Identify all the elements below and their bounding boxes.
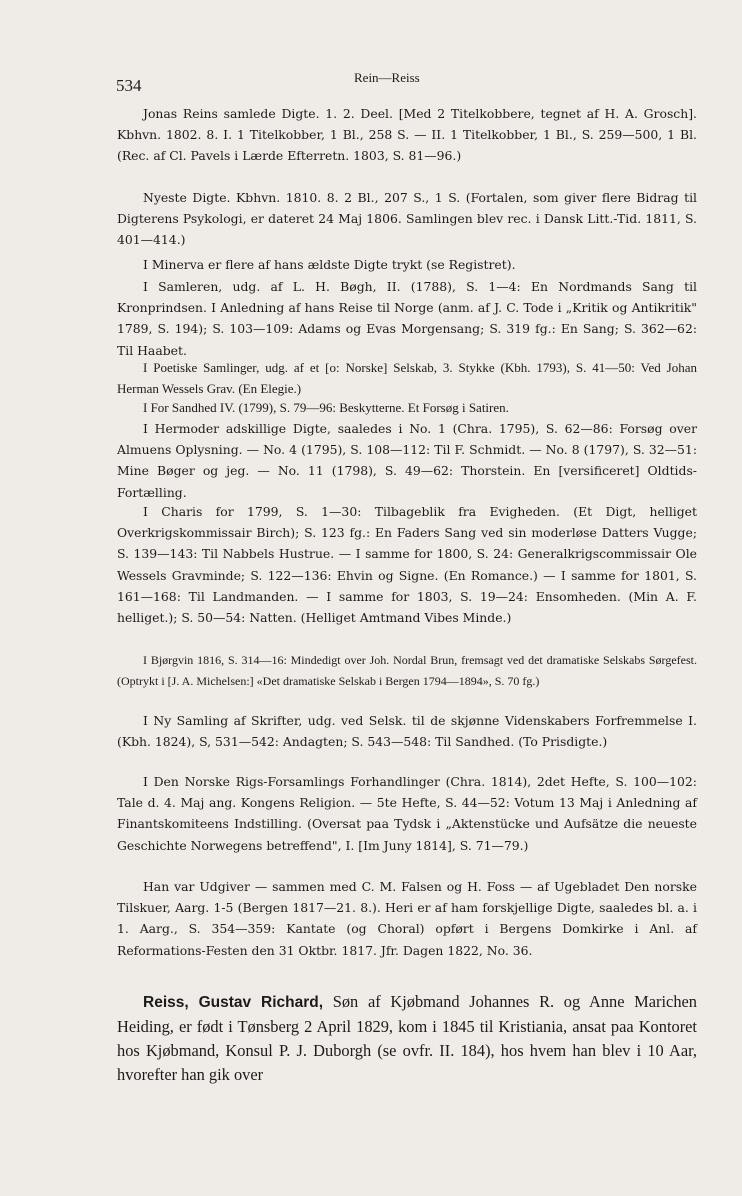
entry-nyeste-digte: Nyeste Digte. Kbhvn. 1810. 8. 2 Bl., 207 S., 1 S. (Fortalen, som giver flere Bidrag til Digterens Psykologi, er dateret 24 Maj 1806. Samlingen blev rec. i Dansk Litt.-Tid. 1811, S. 401—414.) bbox=[117, 190, 697, 248]
entry-charis: I Charis for 1799, S. 1—30: Tilbageblik fra Evigheden. (Et Digt, helliget Overkrigskommissair Birch); S. 123 fg.: En Faders Sang ved sin moderløse Datters Vugge; S. 139—143: Til Nabbels Hustrue. — I samme for 1800, S. 24: Generalkrigscommissair Ole Wessels Gravminde; S. 122—136: Ehvin og Signe. (En Romance.) — I samme for 1801, S. 161—168: Til Landmanden. — I samme for 1803, S. 19—24: Ensomheden. (Min A. F. helliget.); S. 50—54: Natten. (Helliget Amtmand Vibes Minde.) bbox=[117, 504, 697, 626]
entry-ny-samling: I Ny Samling af Skrifter, udg. ved Selsk. til de skjønne Videnskabers Forfremmelse I. (Kbh. 1824), S, 531—542: Andagten; S. 543—548: Til Sandhed. (To Prisdigte.) bbox=[117, 713, 697, 750]
biography-reiss bbox=[117, 990, 697, 1087]
biography-text: Søn af Kjøbmand Johannes R. og Anne Marichen Heiding, er født i Tønsberg 2 April 1829, kom i 1845 til Kristiania, ansat paa Kontoret hos Kjøbmand, Konsul P. J. Duborgh (se ovfr. II. 184), hos hvem han blev i 10 Aar, hvorefter han gik over bbox=[117, 992, 697, 1084]
entry-samleren: I Samleren, udg. af L. H. Bøgh, II. (1788), S. 1—4: En Nordmands Sang til Kronprindsen. I Anledning af hans Reise til Norge (anm. af J. C. Tode i „Kritik og Antikritik" 1789, S. 194); S. 103—109: Adams og Evas Morgensang; S. 319 fg.: En Sang; S. 362—62: Til Haabet. bbox=[117, 279, 697, 358]
entry-rigs-forsamling: I Den Norske Rigs-Forsamlings Forhandlinger (Chra. 1814), 2det Hefte, S. 100—102: Tale d. 4. Maj ang. Kongens Religion. — 5te Hefte, S. 44—52: Votum 13 Maj i Anledning af Finantskomiteens Indstilling. (Oversat paa Tydsk i „Aktenstücke und Aufsätze die neueste Geschichte Norwegens betreffend", I. [Im Juny 1814], S. 71—79.) bbox=[117, 774, 697, 853]
entry-bjorgvin: I Bjørgvin 1816, S. 314—16: Mindedigt over Joh. Nordal Brun, fremsagt ved det dramatiske Selskabs Sørgefest. (Optrykt i [J. A. Michelsen:] «Det dramatiske Selskab i Bergen 1794—1894», S. 70 fg.) bbox=[117, 653, 697, 688]
running-head: Rein—Reiss bbox=[354, 70, 420, 85]
entry-for-sandhed: I For Sandhed IV. (1799), S. 79—96: Beskytterne. Et Forsøg i Satiren. bbox=[143, 400, 509, 415]
biography-name: Reiss, Gustav Richard, bbox=[143, 994, 324, 1011]
page-number: 534 bbox=[116, 76, 142, 95]
entry-minerva: I Minerva er flere af hans ældste Digte trykt (se Registret). bbox=[143, 257, 516, 272]
entry-poetiske-samlinger: I Poetiske Samlinger, udg. af et [o: Norske] Selskab, 3. Stykke (Kbh. 1793), S. 41—50: Ved Johan Herman Wessels Grav. (En Elegie.) bbox=[117, 360, 697, 396]
entry-samlede-digte: Jonas Reins samlede Digte. 1. 2. Deel. [Med 2 Titelkobbere, tegnet af H. A. Grosch]. Kbhvn. 1802. 8. I. 1 Titelkobber, 1 Bl., 258 S. — II. 1 Titelkobber, 1 Bl., S. 259—500, 1 Bl. (Rec. af Cl. Pavels i Lærde Efterretn. 1803, S. 81—96.) bbox=[117, 106, 697, 164]
entry-hermoder: I Hermoder adskillige Digte, saaledes i No. 1 (Chra. 1795), S. 62—86: Forsøg over Almuens Oplysning. — No. 4 (1795), S. 108—112: Til F. Schmidt. — No. 8 (1797), S. 32—51: Mine Bøger og jeg. — No. 11 (1798), S. 49—62: Thorstein. En [versificeret] Oldtids-Fortælling. bbox=[117, 421, 697, 500]
entry-norske-tilskuer: Han var Udgiver — sammen med C. M. Falsen og H. Foss — af Ugebladet Den norske Tilskuer, Aarg. 1-5 (Bergen 1817—21. 8.). Heri er af ham forskjellige Digte, saaledes bl. a. i 1. Aarg., S. 354—359: Kantate (og Choral) opført i Bergens Domkirke i Anl. af Reformations-Festen den 31 Oktbr. 1817. Jfr. Dagen 1822, No. 36. bbox=[117, 879, 697, 958]
